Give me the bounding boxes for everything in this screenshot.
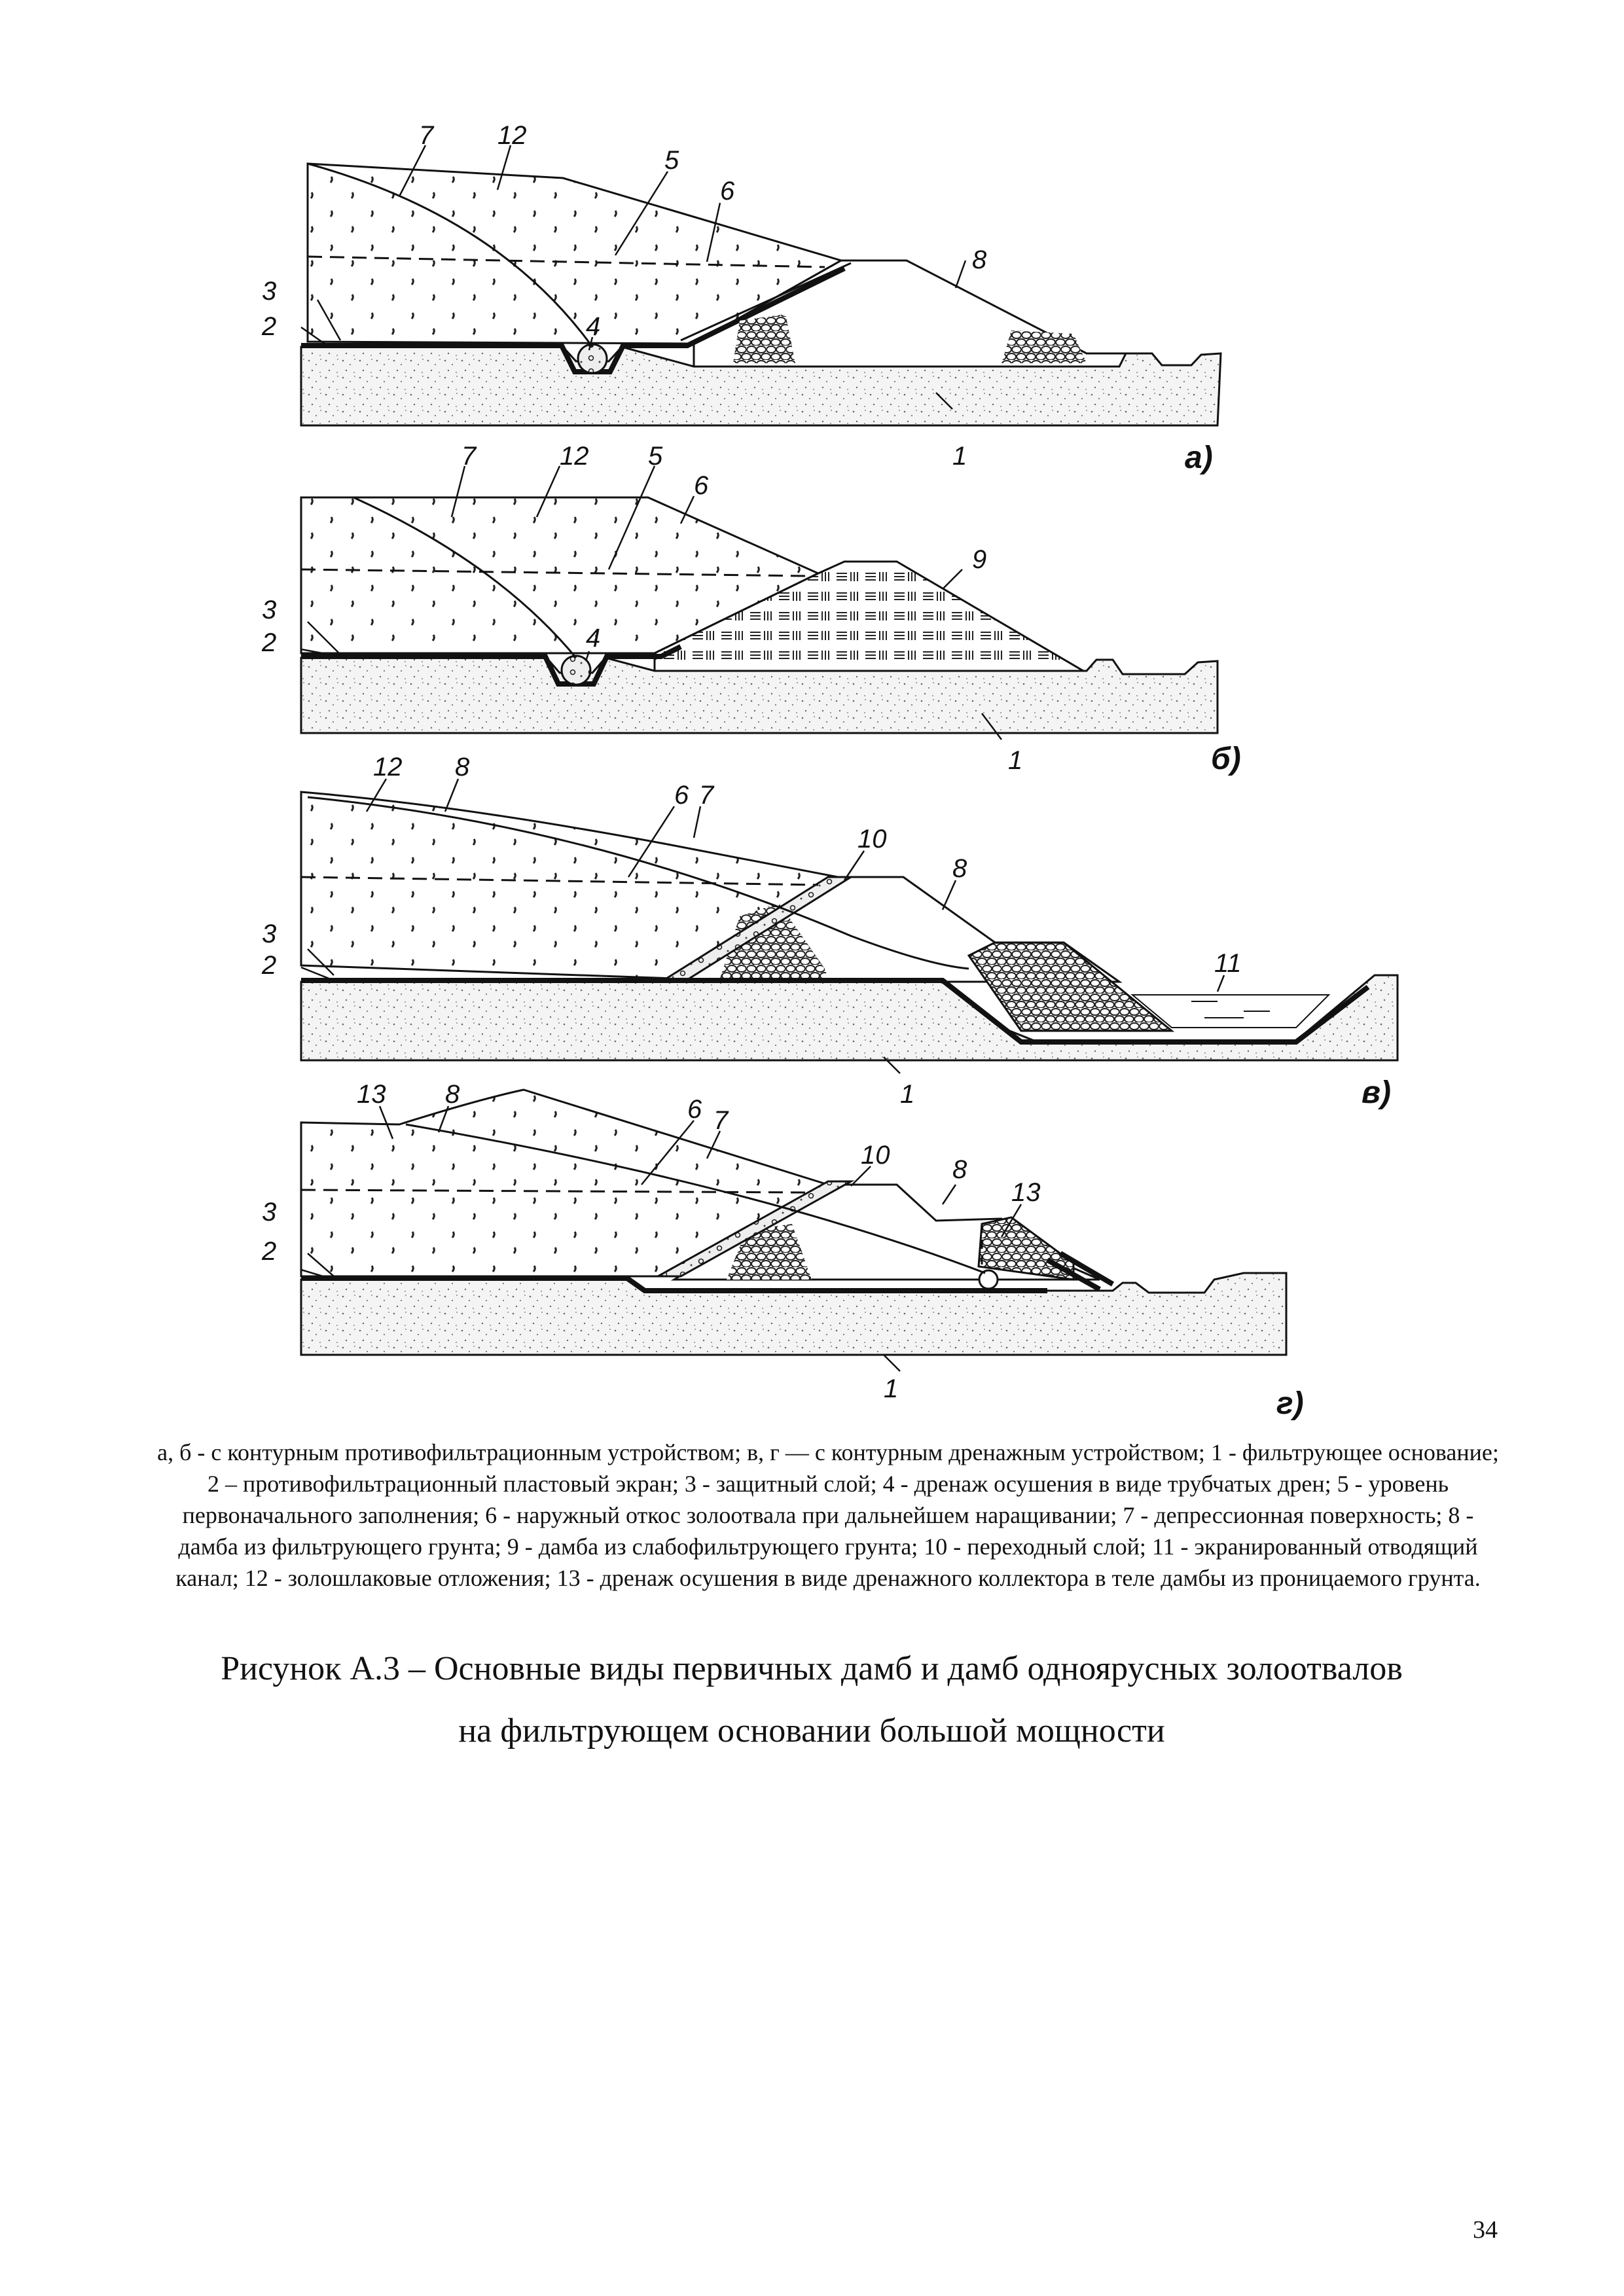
label-9: 9 bbox=[972, 545, 987, 574]
label-7: 7 bbox=[419, 121, 434, 150]
page-number: 34 bbox=[1473, 2216, 1498, 2244]
label-6: 6 bbox=[720, 177, 735, 206]
label-1: 1 bbox=[900, 1080, 915, 1109]
label-1: 1 bbox=[884, 1374, 899, 1403]
label-10: 10 bbox=[857, 825, 887, 853]
label-5: 6 bbox=[674, 781, 689, 810]
label-10: 10 bbox=[861, 1141, 890, 1170]
panel-b bbox=[301, 497, 1218, 733]
label-7: 7 bbox=[461, 442, 477, 471]
label-1: 1 bbox=[952, 442, 967, 471]
variant-label-b: б) bbox=[1211, 742, 1241, 776]
label-8: 8 bbox=[952, 1155, 967, 1184]
label-4: 4 bbox=[586, 624, 601, 653]
label-11: 11 bbox=[1214, 949, 1242, 978]
label-7: 8 bbox=[445, 1080, 460, 1109]
label-2: 2 bbox=[262, 312, 277, 341]
variant-label-v: в) bbox=[1362, 1075, 1391, 1110]
label-5: 5 bbox=[648, 442, 663, 471]
figure-caption: а, б - с контурным противофильтрационным устройством; в, г — с контурным дренажным устройством; 1 - фильтрующее основание; 2 – противофильтрационный пластовый экран; 3 - защитный слой; 4 - дренаж осушения в виде трубчатых дрен; 5 - уровень первоначального заполнения; 6 - наружный откос золоотвала при дальнейшем наращивании; 7 - депрессионная поверхность; 8 - дамба из фильтрующего грунта; 9 - дамба из слабофильтрующего грунта; 10 - переходный слой; 11 - экранированный отводящий канал; 12 - золошлаковые отложения; 13 - дренаж осушения в виде дренажного коллектора в теле дамбы из проницаемого грунта. bbox=[157, 1439, 1499, 1591]
label-3: 3 bbox=[262, 596, 277, 624]
variant-label-a: а) bbox=[1185, 440, 1213, 475]
label-2: 2 bbox=[262, 628, 277, 657]
label-3: 3 bbox=[262, 1198, 277, 1227]
figure-title-line-2: на фильтрующем основании большой мощности bbox=[458, 1712, 1165, 1749]
label-12: 12 bbox=[497, 121, 527, 150]
panel-v bbox=[301, 792, 1398, 1060]
label-6: 7 bbox=[699, 781, 714, 810]
figure-title-line-1: Рисунок А.3 – Основные виды первичных дамб и дамб одноярусных золоотвалов bbox=[221, 1650, 1403, 1687]
variant-label-g: г) bbox=[1276, 1386, 1304, 1421]
label-8: 8 bbox=[972, 245, 987, 274]
label-5: 6 bbox=[687, 1095, 702, 1124]
label-2: 2 bbox=[262, 1237, 277, 1266]
panel-a bbox=[301, 164, 1221, 425]
label-13: 13 bbox=[1011, 1178, 1041, 1207]
label-12: 12 bbox=[373, 753, 403, 781]
label-8: 8 bbox=[952, 854, 967, 883]
label-2: 2 bbox=[262, 951, 277, 980]
drain-stones bbox=[733, 314, 795, 363]
label-5: 5 bbox=[664, 146, 679, 175]
label-4: 4 bbox=[586, 312, 601, 341]
label-6: 7 bbox=[713, 1106, 729, 1135]
label-3: 3 bbox=[262, 277, 277, 306]
drain-stones bbox=[1001, 331, 1087, 363]
label-7: 8 bbox=[455, 753, 470, 781]
label-6: 6 bbox=[694, 471, 709, 500]
drain-stones bbox=[969, 942, 1172, 1031]
label-12: 12 bbox=[560, 442, 589, 471]
label-1: 1 bbox=[1008, 746, 1023, 775]
label-12: 13 bbox=[357, 1080, 386, 1109]
panel-g bbox=[301, 1090, 1286, 1355]
base-sand bbox=[301, 1273, 1286, 1355]
label-3: 3 bbox=[262, 920, 277, 948]
